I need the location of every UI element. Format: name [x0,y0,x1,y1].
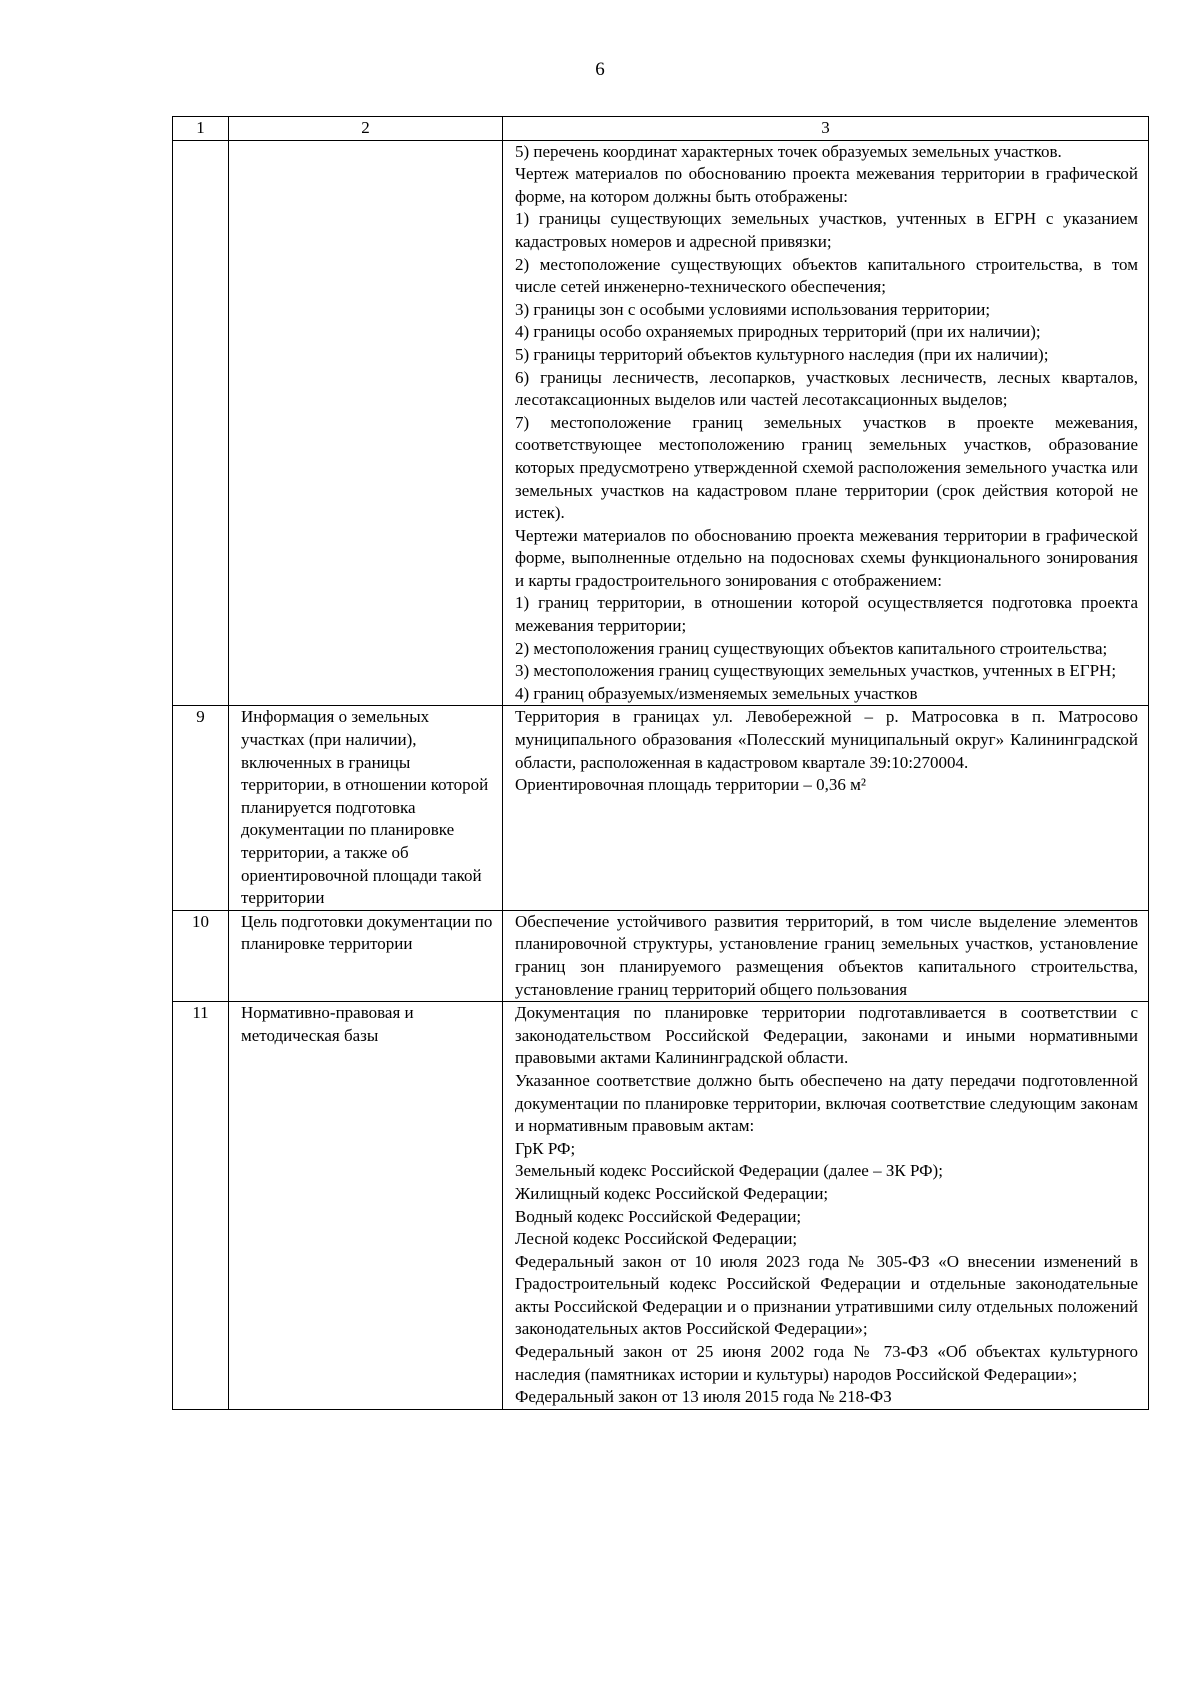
row-number: 9 [173,706,229,910]
requirements-table [172,116,1149,1410]
content-paragraph: Жилищный кодекс Российской Федерации; [515,1183,829,1203]
content-paragraph: Ориентировочная площадь территории – 0,36 м² [515,775,866,795]
content-paragraph: 2) местоположения границ существующих объектов капитального строительства; [515,638,1108,658]
content-paragraph: Обеспечение устойчивого развития территорий, в том числе выделение элементов планировочной структуры, установление границ земельных участков, установление границ зон планируемого размещения объектов капитального строительства, установление границ территорий общего пользования [515,911,1138,999]
row-number: 11 [173,1002,229,1410]
content-paragraph: Федеральный закон от 10 июля 2023 года № 305-ФЗ «О внесении изменений в Градостроительный кодекс Российской Федерации и отдельные законодательные акты Российской Федерации и о признании утратившими силу отдельных положений законодательных актов Российской Федерации»; [515,1251,1138,1339]
table-row [173,910,1149,1001]
row-name: Информация о земельных участках (при наличии), включенных в границы территории, в отношении которой планируется подготовка документации по планировке территории, а также об ориентировочной площади такой территории [229,706,503,910]
table-row [173,706,1149,910]
row-name: Нормативно-правовая и методическая базы [229,1002,503,1410]
table-row [173,1002,1149,1410]
content-paragraph: 4) границ образуемых/изменяемых земельных участков [515,683,918,703]
header-cell-1: 1 [173,117,229,141]
table-row [173,140,1149,706]
content-paragraph: 2) местоположение существующих объектов капитального строительства, в том числе сетей инженерно-технического обеспечения; [515,254,1138,297]
content-paragraph: 1) границ территории, в отношении которой осуществляется подготовка проекта межевания территории; [515,593,1138,636]
content-paragraph: Чертежи материалов по обоснованию проекта межевания территории в графической форме, выполненные отдельно на подосновах схемы функционального зонирования и карты градостроительного зонирования с отображением: [515,525,1138,590]
content-paragraph: 5) перечень координат характерных точек образуемых земельных участков. [515,141,1062,161]
content-paragraph: Федеральный закон от 25 июня 2002 года № 73-ФЗ «Об объектах культурного наследия (памятниках истории и культуры) народов Российской Федерации»; [515,1342,1138,1384]
row-number [173,140,229,706]
content-paragraph: Лесной кодекс Российской Федерации; [515,1229,798,1249]
header-cell-2: 2 [229,117,503,141]
row-name: Цель подготовки документации по планировке территории [229,910,503,1001]
row-name [229,140,503,706]
content-paragraph: Земельный кодекс Российской Федерации (далее – ЗК РФ); [515,1161,943,1181]
content-paragraph: 5) границы территорий объектов культурного наследия (при их наличии); [515,344,1049,364]
content-paragraph: 6) границы лесничеств, лесопарков, участковых лесничеств, лесных кварталов, лесотаксационных выделов или частей лесотаксационных выделов; [515,367,1138,410]
content-paragraph: Чертеж материалов по обоснованию проекта межевания территории в графической форме, на котором должны быть отображены: [515,164,1138,206]
content-paragraph: ГрК РФ; [515,1138,576,1158]
content-paragraph: Водный кодекс Российской Федерации; [515,1206,802,1226]
header-cell-3: 3 [503,117,1149,141]
row-content [503,1002,1149,1410]
content-paragraph: 4) границы особо охраняемых природных территорий (при их наличии); [515,322,1041,342]
page-number: 6 [595,59,605,80]
content-paragraph: Документация по планировке территории подготавливается в соответствии с законодательством Российской Федерации, законами и иными нормативными правовыми актами Калининградской области. [515,1003,1138,1068]
row-number: 10 [173,910,229,1001]
content-paragraph: Территория в границах ул. Левобережной – р. Матросовка в п. Матросово муниципального образования «Полесский муниципальный округ» Калининградской области, расположенная в кадастровом квартале 39:10:270004. [515,707,1138,772]
content-paragraph: Указанное соответствие должно быть обеспечено на дату передачи подготовленной документации по планировке территории, включая соответствие следующим законам и нормативным правовым актам: [515,1070,1138,1136]
content-paragraph: 1) границы существующих земельных участков, учтенных в ЕГРН с указанием кадастровых номеров и адресной привязки; [515,209,1138,251]
content-paragraph: 7) местоположение границ земельных участков в проекте межевания, соответствующее местоположению границ земельных участков, образование которых предусмотрено утвержденной схемой расположения земельного участка или земельных участков на кадастровом плане территории (срок действия которой не истек). [515,412,1138,523]
row-content [503,910,1149,1001]
content-paragraph: 3) границы зон с особыми условиями использования территории; [515,299,991,319]
row-content [503,140,1149,706]
content-paragraph: 3) местоположения границ существующих земельных участков, учтенных в ЕГРН; [515,661,1117,681]
content-paragraph: Федеральный закон от 13 июля 2015 года № 218-ФЗ [515,1387,892,1407]
row-content [503,706,1149,910]
table-header-row [173,117,1149,141]
